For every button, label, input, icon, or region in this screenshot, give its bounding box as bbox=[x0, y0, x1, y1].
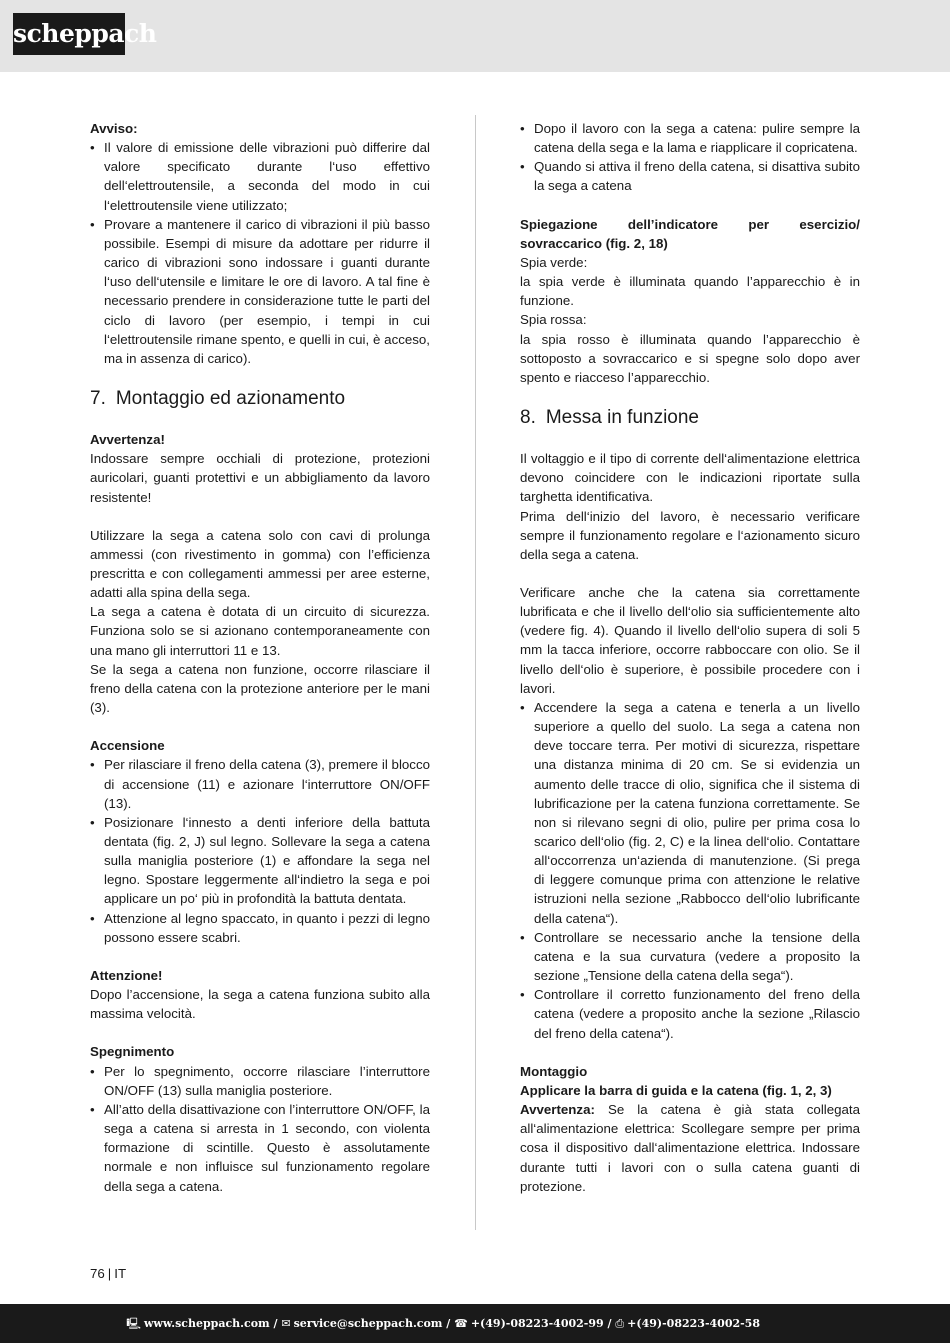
section-title: Montaggio ed azionamento bbox=[115, 388, 346, 410]
section-number: 8. bbox=[520, 407, 536, 429]
avviso-list bbox=[90, 138, 430, 368]
list-item: • Controllare se necessario anche la tensione della catena e la sua curvatura (vedere a proposito la sezione „Tensione della catena della sega“). bbox=[520, 928, 860, 985]
list-item: • Accendere la sega a catena e tenerla a un livello superiore a quello del suolo. La sega a catena non deve toccare terra. Per motivi di sicurezza, rispettare una distanza minima di 20 cm. Se si evidenzia un aumento delle tracce di olio, significa che il sistema di lubrificazione per la catena funziona correttamente. Se non si rilevano segni di olio, pulire per prima cosa lo scarico dell‘olio (fig. 2, C) e la linea dell‘olio. Contattare all‘occorrenza un‘azienda di manutenzione. (Si prega di leggere comunque prima con attenzione le relative istruzioni nella sezione „Rabbocco dell‘olio lubrificante della catena“). bbox=[520, 698, 860, 928]
fax-icon: ⎙ bbox=[615, 1317, 625, 1330]
list-item: • Controllare il corretto funzionamento del freno della catena (vedere a proposito anche la sezione „Rilascio del freno della catena“). bbox=[520, 985, 860, 1042]
paragraph-prima: Prima dell‘inizio del lavoro, è necessario verificare sempre il funzionamento regolare e l‘azionamento sicuro della sega a catena. bbox=[520, 508, 860, 562]
list-item: • Attenzione al legno spaccato, in quanto i pezzi di legno possono essere scabri. bbox=[90, 909, 430, 947]
header-band bbox=[0, 0, 950, 72]
website-link[interactable]: www.scheppach.com bbox=[143, 1317, 270, 1330]
section-number: 7. bbox=[90, 388, 106, 410]
attenzione-text: Dopo l’accensione, la sega a catena funziona subito alla massima velocità. bbox=[90, 987, 430, 1022]
section-7-heading bbox=[90, 387, 430, 411]
spia-verde-text: la spia verde è illuminata quando l’apparecchio è in funzione. bbox=[520, 274, 860, 309]
avvertenza-paragraph bbox=[520, 1100, 860, 1196]
list-item: • Quando si attiva il freno della catena, si disattiva subito la sega a catena bbox=[520, 157, 860, 195]
indicatore-heading-line1: Spiegazione dell’indicatore per esercizio/ bbox=[520, 216, 860, 232]
indicatore-heading-line2: sovraccarico (fig. 2, 18) bbox=[520, 235, 668, 251]
computer-icon: 🖳 bbox=[126, 1317, 141, 1330]
right-column bbox=[520, 119, 860, 1196]
paragraph-non-funziona: Se la sega a catena non funzione, occorre rilasciare il freno della catena con la protezione anteriore per le mani (3). bbox=[90, 661, 430, 716]
column-divider bbox=[475, 115, 476, 1230]
list-item: • Dopo il lavoro con la sega a catena: pulire sempre la catena della sega e la lama e riapplicare il copricatena. bbox=[520, 119, 860, 157]
phone-number: +(49)-08223-4002-99 bbox=[470, 1317, 604, 1330]
paragraph-verificare: Verificare anche che la catena sia correttamente lubrificata e che il livello dell‘olio sia sufficientemente alto (vedere fig. 4). Quando il livello dell‘olio supera di soli 5 mm la tacca inferiore, occorre rabboccare con olio. Se il livello dell‘olio è superiore, è possibile procedere con i lavori. bbox=[520, 584, 860, 696]
footer-separator: / bbox=[442, 1317, 455, 1330]
spia-rossa-text: la spia rosso è illuminata quando l’apparecchio è sottoposto a sovraccarico e si spegne solo dopo aver spento e riacceso l’apparecchio. bbox=[520, 331, 860, 385]
avvertenza-body: Se la catena è già stata collegata all‘alimentazione elettrica: Scollegare sempre per prima cosa il dispositivo dall‘alimentazione elettrica. Indossare durante tutti i lavori con o sulla catena guanti di protezione. bbox=[520, 1102, 860, 1194]
paragraph-voltaggio: Il voltaggio e il tipo di corrente dell‘alimentazione elettrica devono coincidere con le indicazioni riportate sulla targhetta identificativa. bbox=[520, 451, 860, 505]
avvertenza-label: Avvertenza: bbox=[520, 1102, 595, 1118]
list-item: • All’atto della disattivazione con l’interruttore ON/OFF, la sega a catena si arresta in 1 secondo, con violenta formazione di scintille. Questo è assolutamente normale e non influisce sul funzionamento regolare della sega a catena. bbox=[90, 1100, 430, 1196]
list-item: • Per lo spegnimento, occorre rilasciare l’interruttore ON/OFF (13) sulla maniglia posteriore. bbox=[90, 1062, 430, 1100]
avvertenza-text: Indossare sempre occhiali di protezione, protezioni auricolari, guanti protettivi e un abbigliamento da lavoro resistente! bbox=[90, 451, 430, 505]
applicare-heading: Applicare la barra di guida e la catena (fig. 1, 2, 3) bbox=[520, 1082, 832, 1098]
footer-band bbox=[0, 1304, 950, 1343]
email-link[interactable]: service@scheppach.com bbox=[293, 1317, 443, 1330]
contact-line bbox=[126, 1304, 760, 1343]
spegnimento-heading: Spegnimento bbox=[90, 1044, 175, 1060]
spegnimento-list bbox=[90, 1062, 430, 1196]
section-8-heading bbox=[520, 406, 860, 430]
list-item: • Per rilasciare il freno della catena (3), premere il blocco di accensione (11) e azionare l‘interruttore ON/OFF (13). bbox=[90, 755, 430, 812]
fax-number: +(49)-08223-4002-58 bbox=[627, 1317, 760, 1330]
spia-rossa-label: Spia rossa: bbox=[520, 312, 587, 328]
page-separator: | bbox=[107, 1266, 112, 1281]
attenzione-heading: Attenzione! bbox=[90, 967, 163, 983]
list-item: • Il valore di emissione delle vibrazioni può differire dal valore specificato durante l‘uso effettivo dell‘elettroutensile, a seconda del modo in cui l‘elettroutensile viene utilizzato; bbox=[90, 138, 430, 215]
accensione-heading: Accensione bbox=[90, 738, 165, 754]
telephone-icon: ☎ bbox=[454, 1317, 468, 1330]
after-work-list bbox=[520, 119, 860, 196]
avvertenza-heading: Avvertenza! bbox=[90, 432, 165, 448]
footer-separator: / bbox=[269, 1317, 282, 1330]
page-language: IT bbox=[114, 1266, 127, 1281]
list-item: • Provare a mantenere il carico di vibrazioni il più basso possibile. Esempi di misure da adottare per ridurre il carico di vibrazioni sono indossare i guanti durante l‘uso dell‘utensile e limitare le ore di lavoro. A tal fine è necessario prendere in considerazione tutte le parti del ciclo di lavoro (per esempio, i tempi in cui l‘elettroutensile rimane spento, e quelli in cui, è acceso, ma in assenza di carico). bbox=[90, 215, 430, 368]
list-item: • Posizionare l‘innesto a denti inferiore della battuta dentata (fig. 2, J) sul legno. Sollevare la sega a catena sulla maniglia posteriore (1) e affondare la sega nel legno. Spostare leggermente all‘indietro la sega e poi applicare un po‘ più in profondità la battuta dentata. bbox=[90, 813, 430, 909]
spia-verde-label: Spia verde: bbox=[520, 254, 588, 270]
section-title: Messa in funzione bbox=[545, 407, 700, 429]
accensione-list bbox=[90, 755, 430, 947]
page-number-value: 76 bbox=[90, 1266, 105, 1281]
page-number bbox=[90, 1265, 126, 1283]
olio-list bbox=[520, 698, 860, 1043]
paragraph-cavi: Utilizzare la sega a catena solo con cavi di prolunga ammessi (con rivestimento in gomma) con l’efficienza prescritta e con collegamenti ammessi per aree esterne, adatti alla spina della sega. bbox=[90, 527, 430, 601]
envelope-icon: ✉ bbox=[281, 1317, 291, 1330]
paragraph-circuito: La sega a catena è dotata di un circuito di sicurezza. Funziona solo se si azionano contemporaneamente con una mano gli interruttori 11 e 13. bbox=[90, 604, 430, 658]
avviso-heading: Avviso: bbox=[90, 121, 138, 136]
left-column bbox=[90, 119, 430, 1196]
footer-separator: / bbox=[603, 1317, 616, 1330]
brand-logo: scheppach bbox=[13, 13, 125, 55]
montaggio-heading: Montaggio bbox=[520, 1063, 588, 1079]
